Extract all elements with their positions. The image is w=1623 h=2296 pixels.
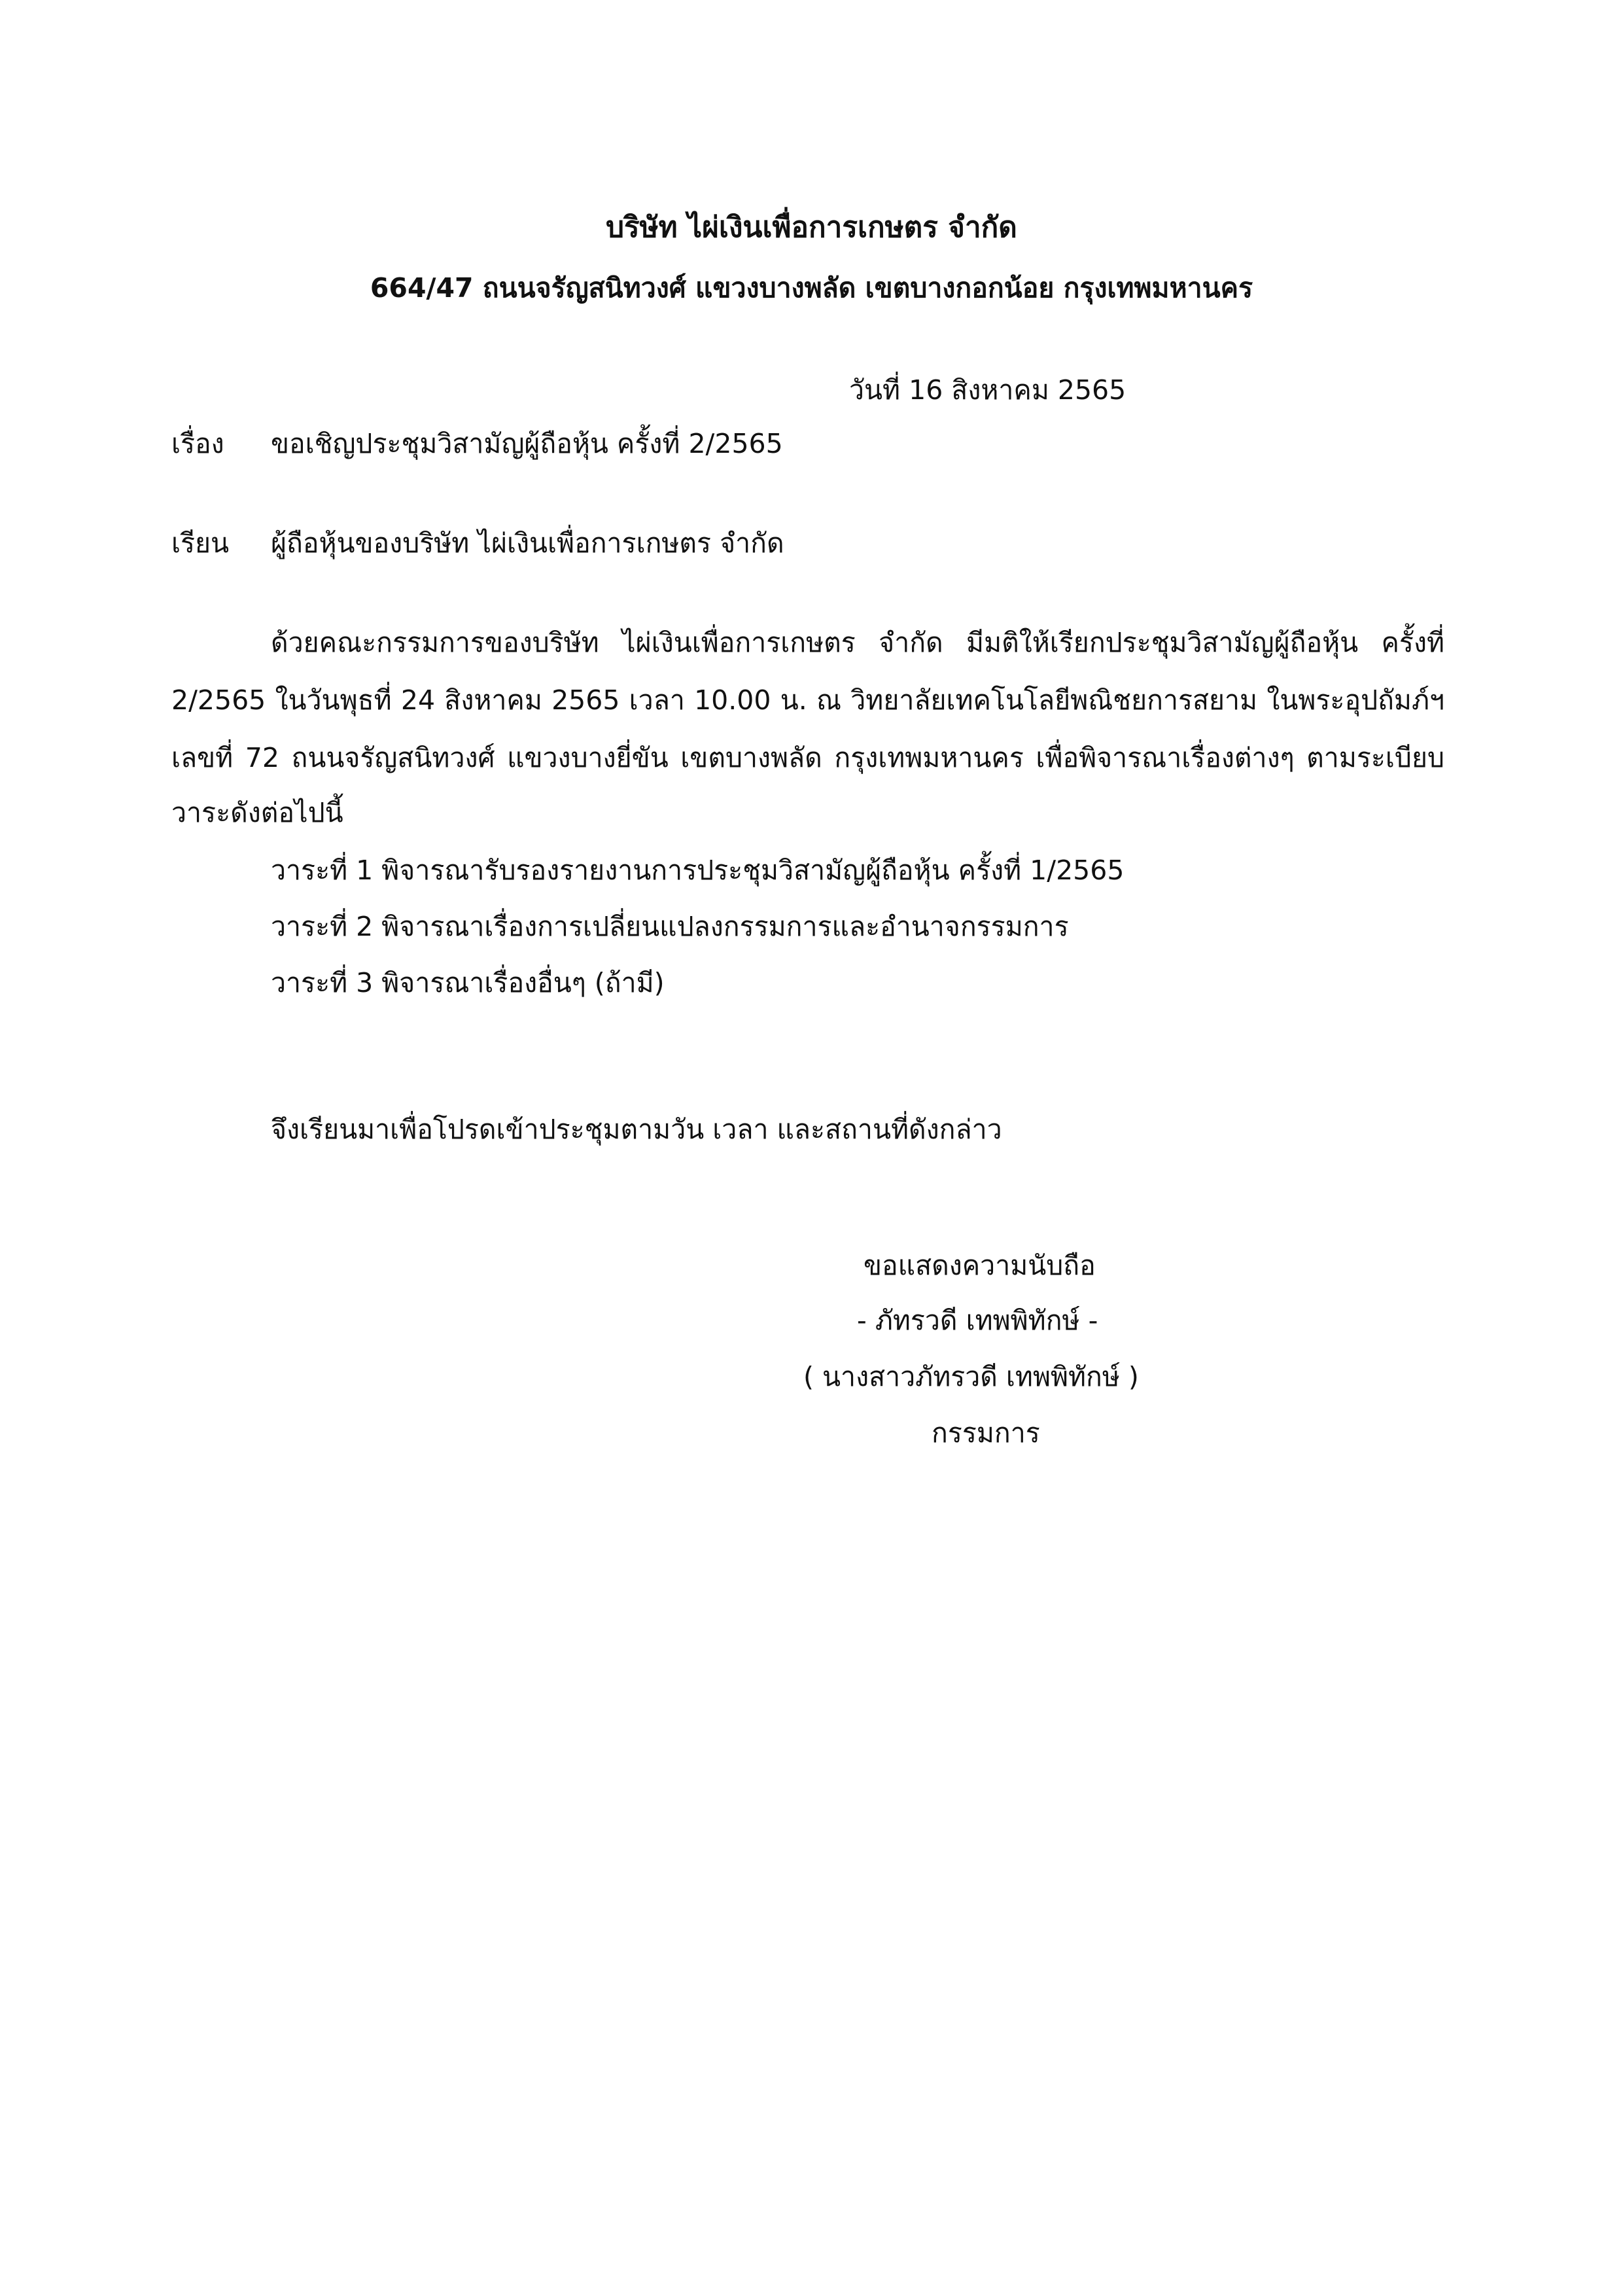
signer-position: กรรมการ [932,1417,1040,1449]
letter-date: วันที่ 16 สิงหาคม 2565 [849,374,1126,406]
agenda-item: วาระที่ 2 พิจารณาเรื่องการเปลี่ยนแปลงกรรมการและอำนาจกรรมการ [271,911,1069,942]
company-name: บริษัท ไผ่เงินเพื่อการเกษตร จำกัด [606,211,1017,244]
regards: ขอแสดงความนับถือ [864,1250,1096,1281]
signed-name: - ภัทรวดี เทพพิทักษ์ - [857,1305,1098,1336]
closing-line: จึงเรียนมาเพื่อโปรดเข้าประชุมตามวัน เวลา และสถานที่ดังกล่าว [271,1114,1002,1145]
body-line: เลขที่ 72 ถนนจรัญสนิทวงศ์ แขวงบางยี่ขัน เขตบางพลัด กรุงเทพมหานคร เพื่อพิจารณาเรื่องต่างๆ ตามระเบียบ [171,742,1444,773]
full-name: ( นางสาวภัทรวดี เทพพิทักษ์ ) [803,1361,1139,1392]
subject-label: เรื่อง [171,428,224,459]
agenda-item: วาระที่ 1 พิจารณารับรองรายงานการประชุมวิสามัญผู้ถือหุ้น ครั้งที่ 1/2565 [271,855,1125,886]
subject-text: ขอเชิญประชุมวิสามัญผู้ถือหุ้น ครั้งที่ 2/2565 [271,428,783,459]
recipient-label: เรียน [171,527,230,559]
body-line: ด้วยคณะกรรมการของบริษัท ไผ่เงินเพื่อการเกษตร จำกัด มีมติให้เรียกประชุมวิสามัญผู้ถือหุ้น ครั้งที่ [271,627,1444,658]
recipient-text: ผู้ถือหุ้นของบริษัท ไผ่เงินเพื่อการเกษตร จำกัด [271,527,784,559]
company-address: 664/47 ถนนจรัญสนิทวงศ์ แขวงบางพลัด เขตบางกอกน้อย กรุงเทพมหานคร [370,272,1253,304]
agenda-item: วาระที่ 3 พิจารณาเรื่องอื่นๆ (ถ้ามี) [271,967,665,998]
body-line: วาระดังต่อไปนี้ [171,797,343,828]
body-line: 2/2565 ในวันพุธที่ 24 สิงหาคม 2565 เวลา 10.00 น. ณ วิทยาลัยเทคโนโลยีพณิชยการสยาม ในพระอุปถัมภ์ฯ [171,684,1444,716]
